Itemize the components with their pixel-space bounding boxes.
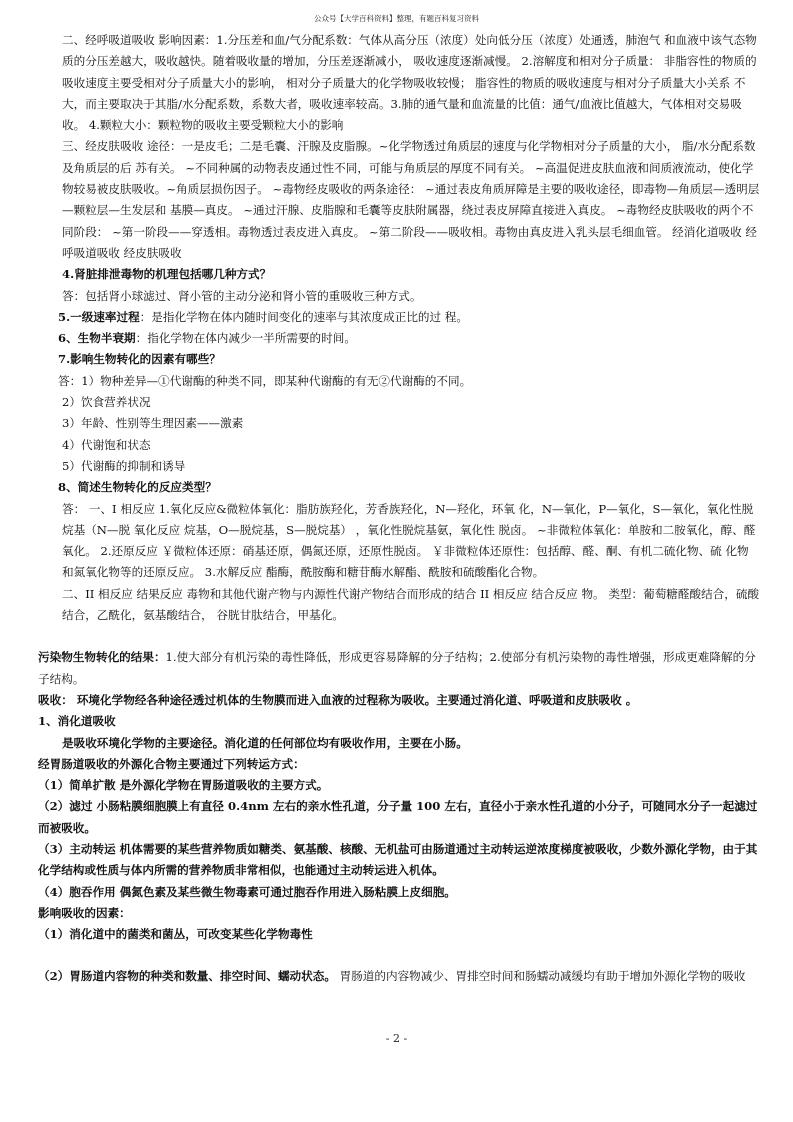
answer-7-line: 5）代谢酶的抑制和诱导 [62, 458, 186, 473]
term-first-order-rate: 5.一级速率过程 [58, 309, 140, 324]
factor-2-label: （2）胃肠道内容物的种类和数量、排空时间、蠕动状态。 [38, 969, 336, 984]
term-absorption: 吸收： [38, 692, 73, 707]
factor-2-text: 胃肠道的内容物减少、胃排空时间和肠蠕动减缓均有助于增加外源化学物的吸收 [335, 969, 746, 984]
factors-title: 影响吸收的因素： [38, 905, 131, 920]
question-4: 4.肾脏排泄毒物的机理包括哪几种方式？ [62, 267, 272, 282]
answer-8-phase2: 二、II 相反应 结果反应 毒物和其他代谢产物与内源性代谢产物结合而形成的结合 II 相反应 结合反应 物。 类型：葡萄糖醛酸结合，硫酸结合，乙酰化，氨基酸结合， 谷胱甘肽结合，甲基化。 [62, 586, 760, 623]
answer-8-phase1: 答： 一、I 相反应 1.氧化反应&微粒体氧化：脂肪族羟化，芳香族羟化，N—羟化，环氧 化，N—氧化，P—氧化，S—氧化，氧化性脱烷基（N—脱 氧化反应 烷基，O—脱烷基，S—脱烷基） ，氧化性脱烷基氨，氧化性 脱卤。 ~非微粒体氧化：单胺和二胺氧化，醇、醛氧化。 2.还原反应 ￥微粒体还原：硝基还原，偶氮还原，还原性脱卤。 ￥非微粒体还原性：包括醇、醛、酮、有机二硫化物、硫 化物和氮氧化物等的还原反应。 3.水解反应 酯酶，酰胺酶和糖苷酶水解酯、酰胺和硫酸酯化合物。 [62, 501, 756, 580]
answer-7-line: 2）饮食营养状况 [62, 395, 151, 410]
factor-2 [38, 966, 760, 987]
definition-half-life [38, 328, 760, 349]
question-8: 8、简述生物转化的反应类型？ [58, 480, 217, 495]
answer-7-line: 3）年龄、性别等生理因素——激素 [62, 416, 244, 431]
page-number: - 2 - [385, 1032, 408, 1045]
paragraph-skin-absorption: 三、经皮肤吸收 途径：一是皮毛；二是毛囊、汗腺及皮脂腺。~化学物透过角质层的速度与化学物相对分子质量的大小， 脂/水分配系数及角质层的后 苏有关。 ~不同种属的动物表皮通过性不同，可能与角质层的厚度不同有关。 ~高温促进皮肤血液和间质液流动，使化学物较易被皮肤吸收。~角质层损伤因子。 ~毒物经皮吸收的两条途径： ~通过表皮角质屏障是主要的吸收途径，即毒物—角质层—透明层—颗粒层—生发层和 基膜—真皮。 ~通过汗腺、皮脂腺和毛囊等皮肤附属器，绕过表皮屏障直接进入真皮。 ~毒物经皮肤吸收的两个不同阶段： ~第一阶段——穿透相。毒物透过表皮进入真皮。 ~第二阶段——吸收相。毒物由真皮进入乳头层毛细血管。 经消化道吸收 经呼吸道吸收 经皮肤吸收 [62, 139, 760, 260]
definition-text: ：指化学物在体内减少一半所需要的时间。 [135, 331, 356, 346]
gut-transport-intro: 经胃肠道吸收的外源化合物主要通过下列转运方式： [38, 756, 305, 771]
answer-4: 答：包括肾小球滤过、肾小管的主动分泌和肾小管的重吸收三种方式。 [62, 288, 422, 303]
transport-endocytosis: （4）胞吞作用 偶氮色素及某些微生物毒素可通过胞吞作用进入肠粘膜上皮细胞。 [38, 884, 456, 899]
definition-text: ：是指化学物在体内随时间变化的速率与其浓度成正比的过 程。 [139, 309, 468, 324]
transport-filtration: （2）滤过 小肠粘膜细胞膜上有直径 0.4nm 左右的亲水性孔道，分子量 100 左右，直径小于亲水性孔道的小分子，可随同水分子一起滤过而被吸收。 [38, 799, 758, 835]
absorption-text: 环境化学物经各种途径透过机体的生物膜而进入血液的过程称为吸收。主要通过消化道、呼吸道和皮肤吸收 。 [72, 692, 638, 707]
document-body [38, 30, 760, 988]
page-header: 公众号【大学百科资料】整理，有题百科复习资料 [314, 14, 479, 23]
absorption-definition [38, 690, 760, 711]
definition-first-order-rate [38, 307, 760, 328]
section-title-digestive: 1、消化道吸收 [38, 714, 116, 729]
term-half-life: 6、生物半衰期 [58, 331, 136, 346]
transport-simple-diffusion: （1）简单扩散 是外源化学物在胃肠道吸收的主要方式。 [38, 778, 329, 793]
paragraph-respiratory-absorption: 二、经呼吸道吸收 影响因素：1.分压差和血/气分配系数：气体从高分压（浓度）处向低分压（浓度）处通透，肺泡气 和血液中该气态物质的分压差越大，吸收越快。随着吸收量的增加，分压差逐渐减小， 吸收速度逐渐减慢。 2.溶解度和相对分子质量： 非脂容性的物质的吸收速度主要受相对分子质量大小的影响， 相对分子质量大的化学物吸收较慢； 脂容性的物质的吸收速度与相对分子质量大小关系 不大，而主要取决于其脂/水分配系数，系数大者，吸收速率较高。3.肺的通气量和血流量的比值：通气/血液比值越大，气体相对交易吸收。 4.颗粒大小：颗粒物的吸收主要受颗粒大小的影响 [62, 33, 757, 133]
digestive-main: 是吸收环境化学物的主要途径。消化道的任何部位均有吸收作用，主要在小肠。 [62, 735, 468, 750]
biotransformation-result [38, 647, 760, 690]
term-result: 污染物生物转化的结果： [38, 650, 166, 665]
transport-active: （3）主动转运 机体需要的某些营养物质如糖类、氨基酸、核酸、无机盐可由肠道通过主动转运逆浓度梯度被吸收，少数外源化学物，由于其化学结构或性质与体内所需的营养物质非常相似，也能通过主动转运进入机体。 [38, 841, 758, 878]
answer-7-line: 答：1）物种差异—①代谢酶的种类不同，即某种代谢酶的有无②代谢酶的不同。 [58, 373, 472, 388]
result-text: 1.使大部分有机污染的毒性降低，形成更容易降解的分子结构；2.使部分有机污染物的毒性增强，形成更难降解的分子结构。 [38, 650, 756, 686]
answer-7-line: 4）代谢饱和状态 [62, 437, 151, 452]
factor-1: （1）消化道中的菌类和菌丛，可改变某些化学物毒性 [38, 927, 313, 942]
question-7: 7.影响生物转化的因素有哪些？ [58, 352, 221, 367]
